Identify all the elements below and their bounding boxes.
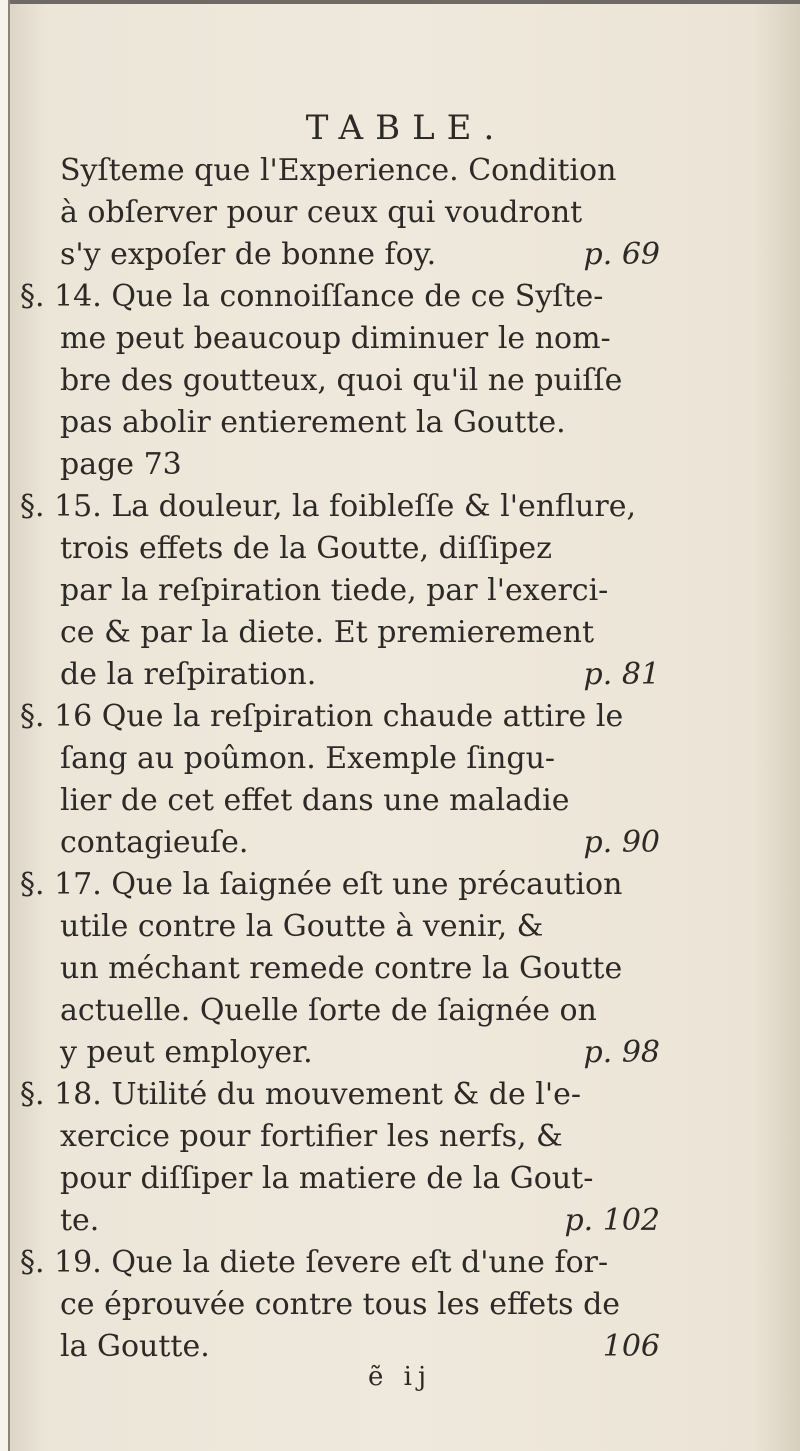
text-line: pas abolir entierement la Goutte.: [60, 405, 566, 440]
text-line: me peut beaucoup diminuer le nom-: [60, 321, 611, 356]
text-line: trois effets de la Goutte, diſſipez: [60, 531, 552, 566]
page-left-edge: [0, 0, 10, 1451]
text-line: un méchant remede contre la Goutte: [60, 951, 623, 986]
text-line: §. 15. La douleur, la foibleſſe & l'enflure,: [20, 489, 636, 524]
text-line: ce éprouvée contre tous les effets de: [60, 1287, 621, 1322]
entry-title-end: te.: [60, 1203, 100, 1238]
text-line: ſang au poûmon. Exemple ſingu-: [60, 741, 556, 776]
entry-title-end: y peut employer.: [60, 1035, 313, 1070]
text-line: [60, 1032, 660, 1074]
text-line: §. 17. Que la ſaignée eſt une précaution: [20, 867, 623, 902]
text-line: §. 16 Que la reſpiration chaude attire le: [20, 699, 624, 734]
page-reference: p. 102: [564, 1203, 660, 1238]
text-line: [60, 822, 660, 864]
text-line: Syſteme que l'Experience. Condition: [60, 153, 617, 188]
text-line: §. 19. Que la diete ſevere eſt d'une for-: [20, 1245, 609, 1280]
text-line: ce & par la diete. Et premierement: [60, 615, 595, 650]
page-reference: p. 69: [583, 237, 660, 272]
entry-title-end: contagieuſe.: [60, 825, 249, 860]
page-top-edge: [0, 0, 800, 4]
text-line: [60, 654, 660, 696]
page-reference: p. 98: [583, 1035, 660, 1070]
running-head: TABLE.: [305, 108, 507, 148]
text-line: par la reſpiration tiede, par l'exerci-: [60, 573, 609, 608]
text-line: utile contre la Goutte à venir, &: [60, 909, 544, 944]
page-reference: p. 81: [583, 657, 660, 692]
table-of-contents: [20, 150, 660, 1368]
text-line: bre des goutteux, quoi qu'il ne puiſſe: [60, 363, 623, 398]
signature-mark: ẽ ij: [367, 1362, 433, 1392]
text-line: xercice pour fortifier les nerfs, &: [60, 1119, 563, 1154]
text-line: §. 14. Que la connoiſſance de ce Syſte-: [20, 279, 604, 314]
text-line: [60, 234, 660, 276]
text-line: [60, 444, 660, 486]
entry-title-end: la Goutte.: [60, 1329, 210, 1364]
text-line: [60, 1200, 660, 1242]
entry-title-end: page 73: [60, 447, 182, 482]
entry-title-end: s'y expoſer de bonne foy.: [60, 237, 437, 272]
text-line: actuelle. Quelle ſorte de ſaignée on: [60, 993, 597, 1028]
text-line: §. 18. Utilité du mouvement & de l'e-: [20, 1077, 581, 1112]
page-reference: 106: [602, 1329, 660, 1364]
page-reference: p. 90: [583, 825, 660, 860]
text-line: lier de cet effet dans une maladie: [60, 783, 570, 818]
text-line: pour diſſiper la matiere de la Gout-: [60, 1161, 594, 1196]
text-line: à obſerver pour ceux qui voudront: [60, 195, 583, 230]
entry-title-end: de la reſpiration.: [60, 657, 317, 692]
